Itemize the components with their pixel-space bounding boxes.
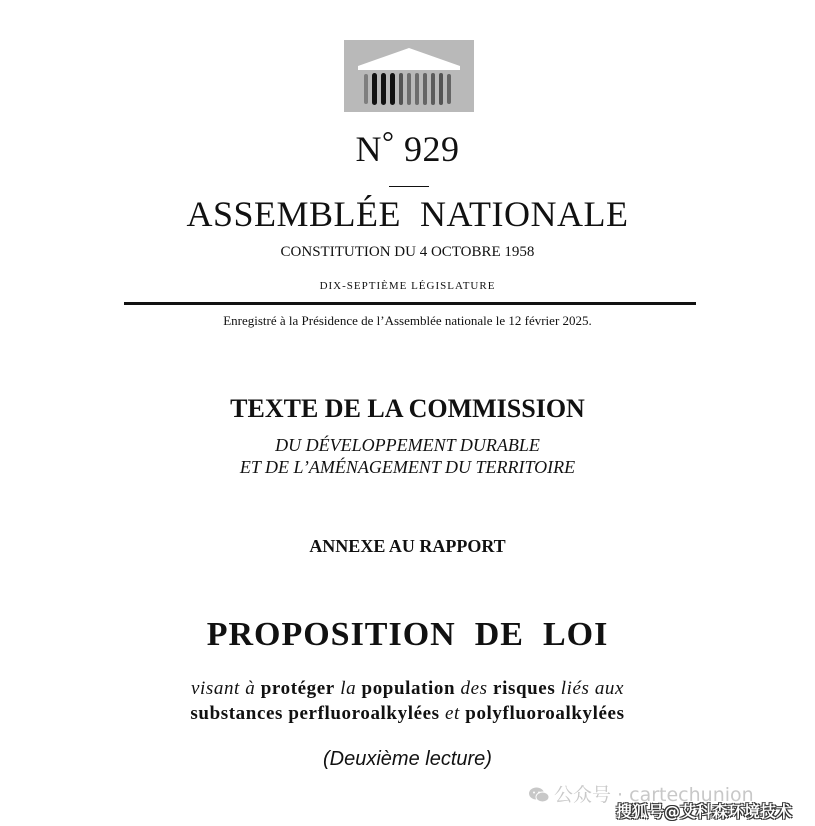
proposition-title: PROPOSITION DE LOI [206,616,609,653]
subject-word: risques [493,678,556,699]
subject-word: visant à [190,678,256,699]
subject-word: liés aux [560,678,625,699]
numero-prefix: N [355,129,382,169]
document-number [0,128,815,170]
subject-line2 [0,703,815,725]
institution-title: ASSEMBLÉE NATIONALE [186,194,629,234]
annexe-title: ANNEXE AU RAPPORT [309,536,506,556]
registration-line: Enregistré à la Présidence de l’Assemblée nationale le 12 février 2025. [223,313,592,328]
commission-name-line1: DU DÉVELOPPEMENT DURABLE [275,435,540,455]
subject-word: protéger [260,678,335,699]
numero-value: 929 [404,129,460,169]
subject-word: et [445,703,460,724]
subject-word: substances perfluoroalkylées [190,703,440,724]
subject-word: la [340,678,357,699]
subject-word: polyfluoroalkylées [465,703,625,724]
commission-title: TEXTE DE LA COMMISSION [230,394,585,423]
watermark-text: 公众号 · cartechunion [554,784,754,806]
assemblee-logo [344,40,474,112]
watermark-line2: 搜狐号@艾科森环境技术 [616,802,793,821]
numero-degree: ° [382,126,395,159]
subject-word: population [361,678,456,699]
subject-line1 [0,678,815,700]
short-divider [389,186,429,187]
header-divider [124,302,696,305]
subject-word: des [460,678,488,699]
hemicycle-icon [344,40,474,112]
legislature-line: DIX-SEPTIÈME LÉGISLATURE [319,280,496,292]
commission-name-line2: ET DE L’AMÉNAGEMENT DU TERRITOIRE [239,457,576,477]
wechat-icon [528,786,550,804]
reading-stage: (Deuxième lecture) [323,748,492,770]
constitution-line: CONSTITUTION DU 4 OCTOBRE 1958 [280,244,535,260]
